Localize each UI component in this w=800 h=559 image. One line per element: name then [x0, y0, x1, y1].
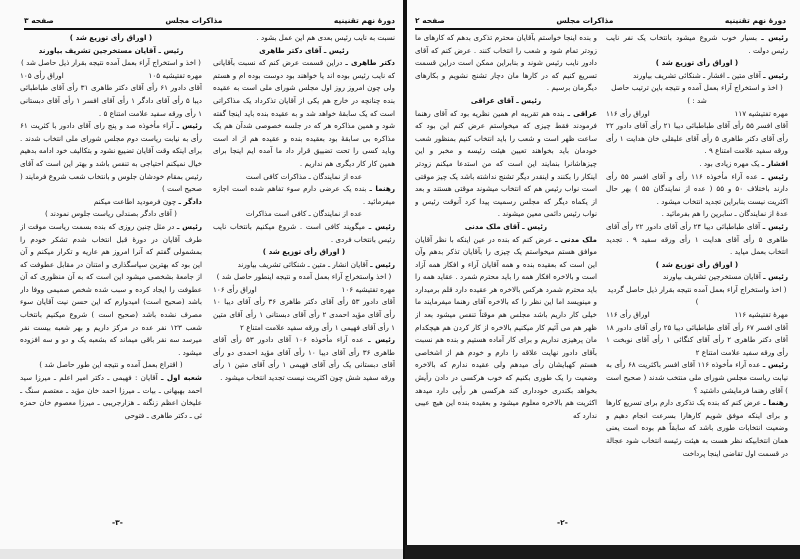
journal-title: مذاکرات مجلس — [556, 15, 614, 25]
paragraph-text: آقای دادور ۵۳ رأی آقای دکتر طاهری ۳۶ رأی آقای دیبا ۱۰ رأی آقای مؤید احمدی ۲ رأی آقای دبستانی ۱ رأی آقای متین ۱ رأی آقای فهیمی ۱ رأی ورقه سفید علامت امتناع ۲ — [213, 297, 395, 332]
paragraph-text: رئیس ـ آقای دکتر طاهری — [259, 45, 349, 55]
paragraph — [213, 296, 395, 334]
paragraph-text: آقایان : فهیمی ـ دکتر امیر اعلم ـ میرزا سید احمد بهبهانی ـ بیات ـ میرزا احمد خان مؤید ـ معتصم سنگ ـ علیخان اعظم زنگنه ـ هزارجریبی ـ میرزا معصوم خان حمزه ئی ـ دکتر طاهری ـ فتوحی — [20, 373, 202, 420]
paragraph-text: بنده یک عرضی دارم سوء تفاهم شده است اجازه میفرمائید . — [213, 184, 395, 206]
paragraph-text: بسیار خوب شروع میشود بانتخاب یک نفر نایب رئیس دولت . — [606, 33, 788, 55]
speaker-name: رئیس ـ — [763, 70, 788, 80]
speaker-name: افشار ـ — [761, 158, 788, 168]
paragraph — [415, 221, 597, 234]
right-page-left-column — [415, 32, 597, 521]
paragraph-text: رئیس ـ آقایان مستخرجین تشریف بیاورند — [38, 45, 184, 55]
paragraph-text: آقای دادور ۶۱ رأی آقای دکتر طاهری ۳۱ رأی آقای طباطبائی دیبا ۵ رأی آقای دادگر ۱ رأی آقای افسر ۱ رأی آقای دبستانی ۱ رأی ورقه سفید علامت امتناع ۵ . — [20, 83, 202, 118]
paragraph — [20, 57, 202, 70]
tally-value: مهره تفتیشیه ۱۰۵ — [148, 70, 202, 80]
paragraph — [213, 246, 395, 259]
journal-title: مذاکرات مجلس — [165, 15, 223, 25]
paragraph — [20, 120, 202, 196]
paragraph-text: آقای طباطبائی دیبا ۲۴ رأی آقای دادور ۲۲ رأی آقای طاهری ۵ رأی آقای هدایت ۱ رأی ورقه سفید ۹ . تجدید انتخاب بعمل میاید . — [606, 221, 788, 257]
speaker-name: عراقی ـ — [567, 108, 597, 118]
paragraph — [415, 32, 597, 95]
paragraph — [606, 271, 788, 284]
right-page-header — [415, 14, 786, 30]
tally-value: مهره تفتیشیه ۱۱۷ — [734, 108, 788, 118]
paragraph — [213, 45, 395, 58]
left-page-right-column — [213, 32, 395, 521]
tally-value: مهره تفتیشیه ۱۰۶ — [341, 284, 395, 294]
speaker-name: شعبه اول ـ — [160, 373, 202, 383]
paragraph-text: عرض کنم که بنده یک تذکری دارم برای تسریع کارها و برای اینکه موفق شویم کارهارا بسرعت انجام دهیم و وضعیت انتخابات طوری باشد که سابقاً هم بوده است یعنی همان انتخابیکه نظر هست به هیئت رئیسه انتخاب شود عجالة در قسمت اول تقاضی اینجا پرداخت — [606, 398, 788, 458]
paragraph-text: ( اوراق رأی توزیع شد ) — [655, 259, 739, 269]
paragraph — [606, 57, 788, 70]
speaker-name: ملک مدنی ـ — [555, 234, 597, 244]
paragraph-text: عده از نمایندگان ـ مذاکرات کافی است — [245, 171, 363, 181]
paragraph-text: آقایان مستخرجین تشریف بیاورند — [662, 272, 764, 282]
paragraph-text: رئیس ـ آقای عراقی — [470, 95, 542, 105]
paragraph — [213, 334, 395, 384]
paragraph-text: ( اخذ و استخراج آراء بعمل آمده و نتیجه باین ترتیب حاصل شد : ) — [611, 83, 783, 105]
paragraph — [20, 196, 202, 209]
speaker-name: رئیس ـ — [761, 171, 788, 181]
paragraph — [606, 208, 788, 221]
paragraph-text: ( آقای دادگر بصندلی ریاست جلوس نمودند ) — [45, 209, 177, 219]
speaker-name: رئیس ـ — [763, 272, 788, 282]
paragraph-text: عده آراء مأخوذه ۱۰۶ آقای دادور ۵۳ رأی آقای طاهری ۳۶ رأی آقای دیبا ۱۰ رأی آقای مؤید احمدی دو رأی آقای دبستانی یک رأی آقای فهیمی ۱ رأی آقای متین ۱ رأی ورقه سفید شش چون اکثریت نیست تجدید انتخاب میشود . — [213, 335, 395, 383]
speaker-name: دکتر طاهری ـ — [345, 58, 395, 68]
paragraph-text: آقای افسر ۶۷ رأی آقای طباطبائی دیبا ۲۵ رأی آقای دادور ۱۸ آقای دکتر طاهری ۲ رأی آقای کنگائی ۱ رأی آقای نوبخت ۱ رأی ورقه سفید علامت امتناع ۲ — [606, 322, 788, 357]
speaker-name: رئیس ـ — [762, 221, 788, 231]
page-label: صفحه ۲ — [415, 15, 445, 25]
speaker-name: رهنما ـ — [369, 184, 395, 194]
paragraph — [213, 221, 395, 246]
paragraph-text: ( اخذ واستخراج آراء بعمل آمده نتیجه بقرار ذیل حاصل گردید ) — [607, 284, 787, 307]
paragraph-text: ( اخذ واستخراج آراء بعمل آمده و نتیجه اینطور حاصل شد ) — [216, 272, 392, 282]
paragraph-text: ( اوراق رأی توزیع شد ) — [69, 33, 153, 42]
tally-value: اوراق رأی ۱۱۶ — [606, 108, 650, 118]
paragraph-text: عدهٔ از نمایندگان ـ سابرین را هم بفرمائید . — [661, 209, 788, 219]
issue-label: دورهٔ نهم تقنینیه — [333, 15, 395, 25]
paragraph — [20, 32, 202, 45]
paragraph-text: در مثل چنین روزی که بنده بسمت ریاست موقت از طرف آقایان در دورهٔ قبل انتخاب شدم تشکر خودم را بمشمولی گفتم که آنرا امروز هم عاریه و تکرار میکنم و آن این بود که بهترین سپاسگذاری و امتنان در مقابل عطوفت که از جامعهٔ بشخصی میشود این است که به آن منظوری که آن عطوفت را ایجاد کرده و سبب شده شخص صمیمی ووفا دار باشد (صحیح است) امیدوارم که این حسن نیت آقایان سوء مصرف نشده باشد (صحیح است ) شروع میکنیم بانتخاب شعب ۱۲۳ نفر عده در مرکز داریم و بهر شعبه بیست نفر میرسد سه نفر باقی میماند که بشعبه یک و دو و سه افزوده میشود . — [20, 221, 202, 357]
paragraph-text: ( اوراق رأی توزیع شد ) — [655, 58, 739, 68]
paragraph-text: آقای افسر ۵۵ رأی آقای طباطبائی دیبا ۲۱ رأی آقای دادور ۲۲ رأی آقای دکتر طاهری ۵ رأی آقای علیقلی خان هدایت ۱ رأی ورقه سفید علامت امتناع ۹ . — [606, 121, 788, 156]
left-page-header — [24, 14, 395, 30]
speaker-name: رئیس ـ — [368, 335, 395, 345]
paragraph — [213, 259, 395, 272]
paragraph-text: و بنده اینجا خواستم بآقایان محترم تذکری بدهم که کارهای ما زودتر تمام شود و شعب را انتخاب کنند . عرض کنم که آقای دادور نایب رئیس شوند و بنابراین ممکن است دراین قسمت تسریع کنیم که در کارها مان دچار تشنج نشویم و بکارهای دیگرمان برسیم . — [415, 33, 597, 93]
vote-tally — [213, 284, 395, 297]
paragraph — [606, 158, 788, 171]
speaker-name: رئیس ـ — [368, 221, 395, 231]
paragraph-text: چون فرمودید اطاعت میکنم — [93, 196, 179, 206]
paragraph-text: رئیس ـ آقای ملک مدنی — [464, 221, 548, 231]
page-edge — [0, 549, 403, 559]
paragraph — [606, 397, 788, 460]
paragraph-text: عرض کنم که بنده در عین اینکه با نظر آقایان موافق هستم میخواستم یک چیزی را بآقایان تذکر بدهم وآن این است که بعقیده بنده و همه آقایان آراء و افکار همه آزاد است و بالاخره افکار همه را باید محترم شمرد . عقاید همه را باید محترم شمرد هرکس بالاخره هر عقیده دارد قلم برمیدارد و مینویسد اما این نظر را که بالاخره آقای رهنما میفرمایند ما خیلی کار داریم باشد مجلس هم موقتاً تنفس میشود بعد از ظهر هم می آئیم کار میکنیم بالاخره از کار کردن هم هیچکدام مان پرهیزی نداریم و برای کار آماده هستیم و بنده هم نسبت بآقای دادور نهایت علاقه را دارم و خودم هم از اشخاصی هستم کهبایشان رأی میدهم ولی عقیده ندارم که بالاخره وضعیت را یک طوری بکنیم که خوب هرکسی در دادن رأیش بخواهد بکندری خودداری کند هرکسی هر رأیی دارد میدهد اکثریت هم بالاخره معلوم میشود و بعقیده بنده این هیچ عیبی ندارد که — [415, 234, 597, 420]
paragraph — [415, 95, 597, 108]
paragraph — [213, 271, 395, 284]
paragraph-text: عده آراء مأخوذه ۱۱۶ رأی و آقای افسر ۵۵ رأی دارند باختلاف ۵۰ و ۵۵ ( عده از نمایندگان ۵۵ ) بهر حال اکثریت نیست بنابراین تجدید انتخاب میشود . — [606, 171, 788, 206]
paragraph-text: یک مهره زیادی بود . — [699, 158, 762, 168]
paragraph-text: عده از نمایندگان ـ کافی است مذاکرات — [245, 209, 363, 219]
paragraph — [20, 372, 202, 422]
vote-tally — [20, 70, 202, 83]
paragraph — [606, 70, 788, 83]
paragraph — [20, 359, 202, 372]
paragraph — [606, 259, 788, 272]
paragraph — [213, 57, 395, 170]
speaker-name: رئیس ـ — [370, 259, 395, 269]
page-label: صفحه ۳ — [24, 15, 54, 25]
paragraph-text: آقای متین ـ افشار ـ شنکائی تشریف بیاورند — [632, 70, 764, 80]
speaker-name: رئیس ـ — [176, 121, 202, 131]
speaker-name: رئیس ـ — [761, 33, 788, 42]
paragraph-text: ( اقتراع بعمل آمده و نتیجه این طور حاصل شد ) — [39, 360, 183, 370]
paragraph — [415, 108, 597, 221]
speaker-name: رئیس ـ — [762, 360, 788, 370]
speaker-name: رئیس ـ — [176, 221, 202, 231]
speaker-name: دادگر ـ — [178, 196, 202, 206]
paragraph — [606, 32, 788, 57]
vote-tally — [606, 108, 788, 121]
paragraph-text: ( اخذ و استخراج آراء بعمل آمده نتیجه بقرار ذیل حاصل شد ) — [21, 58, 201, 68]
paragraph — [213, 183, 395, 208]
paragraph — [20, 82, 202, 120]
page-number: -۲- — [557, 518, 568, 527]
tally-value: مهرهٔ تفتیشیه ۱۱۶ — [734, 310, 788, 320]
right-page — [407, 0, 800, 549]
paragraph-text: ( اوراق رأی توزیع شد ) — [262, 247, 346, 257]
paragraph-text: نسبت به نایب رئیس بعدی هم این عمل بشود . — [256, 33, 395, 42]
left-page — [0, 0, 403, 549]
tally-value: اوراق رأی ۱۱۶ — [606, 310, 650, 320]
paragraph — [606, 221, 788, 259]
tally-value: اوراق رأی ۱۰۵ — [20, 70, 64, 80]
paragraph — [213, 208, 395, 221]
paragraph-text: بنده هم تقریبه ام همین نظریه بود که آقای رهنما فرمودند فقط چیزی که میخواستم عرض کنم این بود که ساعت ظهر است و شعب را باید انتخاب کنیم بمنظور شعب خودمان باید بخواهند تعیین هیئت رئیسه و مخبر و این چیزهاشانرا بنمایند این است که من استدعا میکنم زودتر اینکار را بکنند و اینقدر دیگر تشنج نداشته باشد یک چیز موقتی است نواب رئیس هم که انتخاب میشوند موقتی هستند و بعد از یکماه دیگر که مجلس رسمیت پیدا کرد آنوقت رئیس و نواب رئیس دائمی معین میشوند . — [415, 108, 597, 219]
right-page-right-column — [606, 32, 788, 521]
paragraph — [213, 32, 395, 45]
speaker-name: رهنما ـ — [763, 398, 788, 408]
page-shadow — [405, 545, 800, 559]
paragraph — [606, 322, 788, 360]
vote-tally — [606, 309, 788, 322]
paragraph-text: دراین قسمت عرض کنم که نسبت بآقایانی که نایب رئیس بوده اند یا خواهند بود دوست بوده ام و هستم ولی چون امروز روز اول مجلس شورای ملی است به عقیده بنده چنانچه در خارج هم یکی از آقایان تذکرداد یک مذاکراتی است که یک سابقهٔ خواهد شد و به عقیده بنده باید اینجا گفته شود و همین مذاکره هر که در جلسه خصوصی شدآن هم یک مذاکره بی سابقهٔ بود بعقیده بنده و عقیده هم از اد است وباید کسی را تحت تضییق قرار داد ما آمده ایم اینجا برای همین کار کار دیگری هم نداریم . — [213, 58, 395, 168]
paragraph — [606, 171, 788, 209]
tally-value: اوراق رأی ۱۰۶ — [213, 284, 257, 294]
paragraph — [20, 45, 202, 58]
paragraph — [606, 82, 788, 107]
paragraph — [606, 120, 788, 158]
paragraph — [606, 284, 788, 309]
paragraph-text: عده آراء مأخوذه ۱۱۶ آقای افسر باکثریت ۶۸ رأی به نیابت ریاست مجلس شورای ملی منتخب شدند ( صحیح است ) آقای رهنما فرمایشی داشتید ؟ — [606, 360, 788, 395]
left-page-left-column — [20, 32, 202, 521]
issue-label: دورهٔ نهم تقنینیه — [724, 15, 786, 25]
paragraph — [20, 221, 202, 360]
paragraph-text: میگویند کافی است . شروع میکنیم بانتخاب نایب رئیس بانتخاب فردی . — [213, 221, 395, 244]
paragraph — [213, 171, 395, 184]
paragraph — [415, 234, 597, 423]
paragraph-text: آقایان انشار ـ متین ـ شنکائی تشریف بیاورند — [237, 259, 371, 269]
paragraph — [20, 208, 202, 221]
page-number: -۳- — [112, 518, 123, 527]
paragraph-text: آراء مأخوذه صد و پنج رای آقای دادور با کثریت ۶۱ رأی به نیابت ریاست دوم مجلس شورای ملی انتخاب شدند . برای اینکه وقت آقایان تضییع نشود و بتکالیف خود ادامه بدهیم خیال نمیکنم احتیاجی به تنفس باشد و بهتر این است که آقای رئیس بمقام خودشان جلوس و بانتخاب شعب شروع فرمایند ( صحیح است ) — [20, 121, 202, 194]
paragraph — [606, 359, 788, 397]
